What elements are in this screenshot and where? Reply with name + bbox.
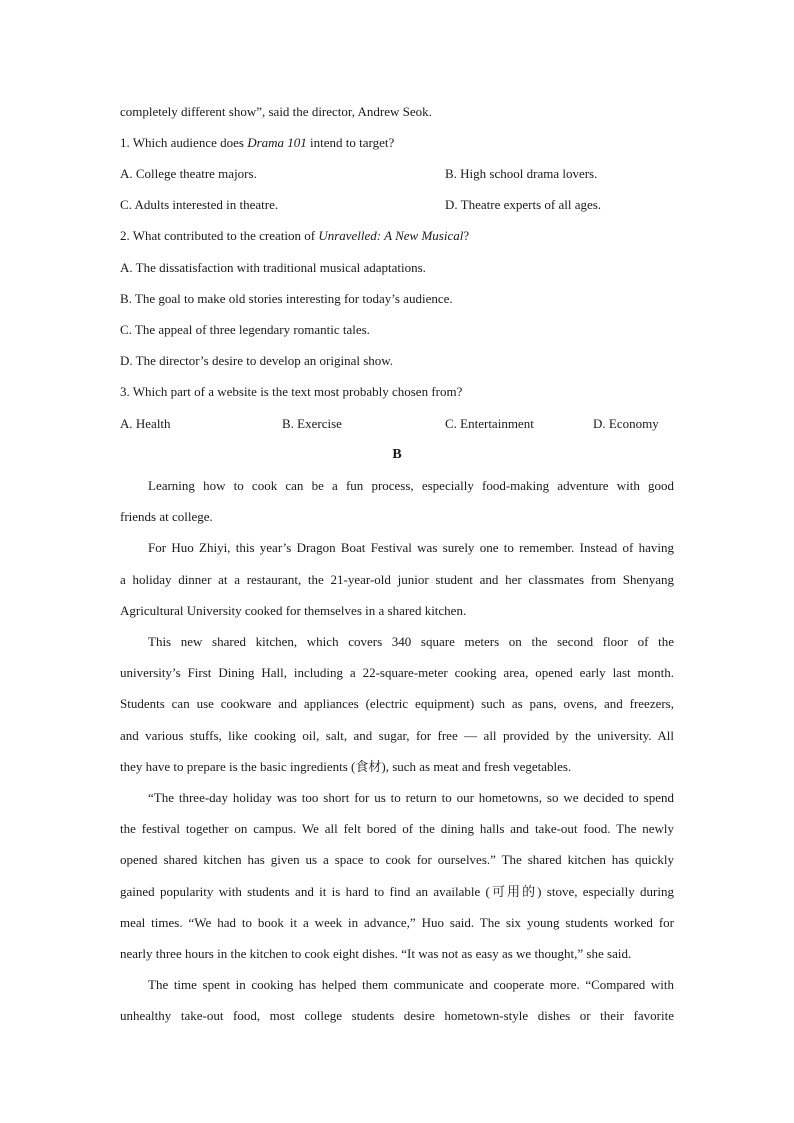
question-3-option-b: B. Exercise xyxy=(282,416,342,431)
question-2-option-a: A. The dissatisfaction with traditional musical adaptations. xyxy=(120,260,426,275)
question-2-option-b: B. The goal to make old stories interesting for today’s audience. xyxy=(120,291,453,306)
passage-line: Agricultural University cooked for themselves in a shared kitchen. xyxy=(120,603,467,618)
passage-line: nearly three hours in the kitchen to cook eight dishes. “It was not as easy as we thought,” she said. xyxy=(120,946,632,961)
question-3-option-a: A. Health xyxy=(120,416,171,431)
passage-a-tail: completely different show”, said the director, Andrew Seok. xyxy=(120,104,432,119)
passage-line: For Huo Zhiyi, this year’s Dragon Boat Festival was surely one to remember. Instead of having xyxy=(148,540,674,555)
passage-line: gained popularity with students and it is hard to find an available (可用的) stove, especially during xyxy=(120,884,674,899)
passage-line: friends at college. xyxy=(120,509,213,524)
passage-line: the festival together on campus. We all felt bored of the dining halls and take-out food. The newly xyxy=(120,821,674,836)
passage-line: This new shared kitchen, which covers 340 square meters on the second floor of the xyxy=(148,634,674,649)
question-2-option-d: D. The director’s desire to develop an original show. xyxy=(120,353,394,368)
passage-line: a holiday dinner at a restaurant, the 21-year-old junior student and her classmates from Shenyang xyxy=(120,572,674,587)
question-2-stem: 2. What contributed to the creation of Unravelled: A New Musical? xyxy=(120,228,470,243)
passage-line: The time spent in cooking has helped them communicate and cooperate more. “Compared with xyxy=(148,977,674,992)
question-1-option-b: B. High school drama lovers. xyxy=(445,166,598,181)
passage-line: they have to prepare is the basic ingredients (食材), such as meat and fresh vegetables. xyxy=(120,759,572,774)
passage-line: Students can use cookware and appliances (electric equipment) such as pans, ovens, and freezers, xyxy=(120,696,674,711)
passage-line: Learning how to cook can be a fun process, especially food-making adventure with good xyxy=(148,478,674,493)
question-1-stem: 1. Which audience does Drama 101 intend to target? xyxy=(120,135,395,150)
question-1-option-d: D. Theatre experts of all ages. xyxy=(445,197,602,212)
passage-line: unhealthy take-out food, most college students desire hometown-style dishes or their favorite xyxy=(120,1008,674,1023)
question-2-option-c: C. The appeal of three legendary romantic tales. xyxy=(120,322,370,337)
passage-line: opened shared kitchen has given us a space to cook for ourselves.” The shared kitchen has quickly xyxy=(120,852,674,867)
question-1-option-a: A. College theatre majors. xyxy=(120,166,257,181)
question-3-option-d: D. Economy xyxy=(593,416,659,431)
passage-line: meal times. “We had to book it a week in advance,” Huo said. The six young students worked for xyxy=(120,915,674,930)
passage-line: “The three-day holiday was too short for us to return to our hometowns, so we decided to spend xyxy=(148,790,674,805)
question-1-option-c: C. Adults interested in theatre. xyxy=(120,197,279,212)
question-3-option-c: C. Entertainment xyxy=(445,416,534,431)
passage-line: and various stuffs, like cooking oil, salt, and sugar, for free — all provided by the university. All xyxy=(120,728,674,743)
passage-line: university’s First Dining Hall, including a 22-square-meter cooking area, opened early last month. xyxy=(120,665,674,680)
question-3-stem: 3. Which part of a website is the text most probably chosen from? xyxy=(120,384,463,399)
section-b-heading: B xyxy=(392,447,402,462)
